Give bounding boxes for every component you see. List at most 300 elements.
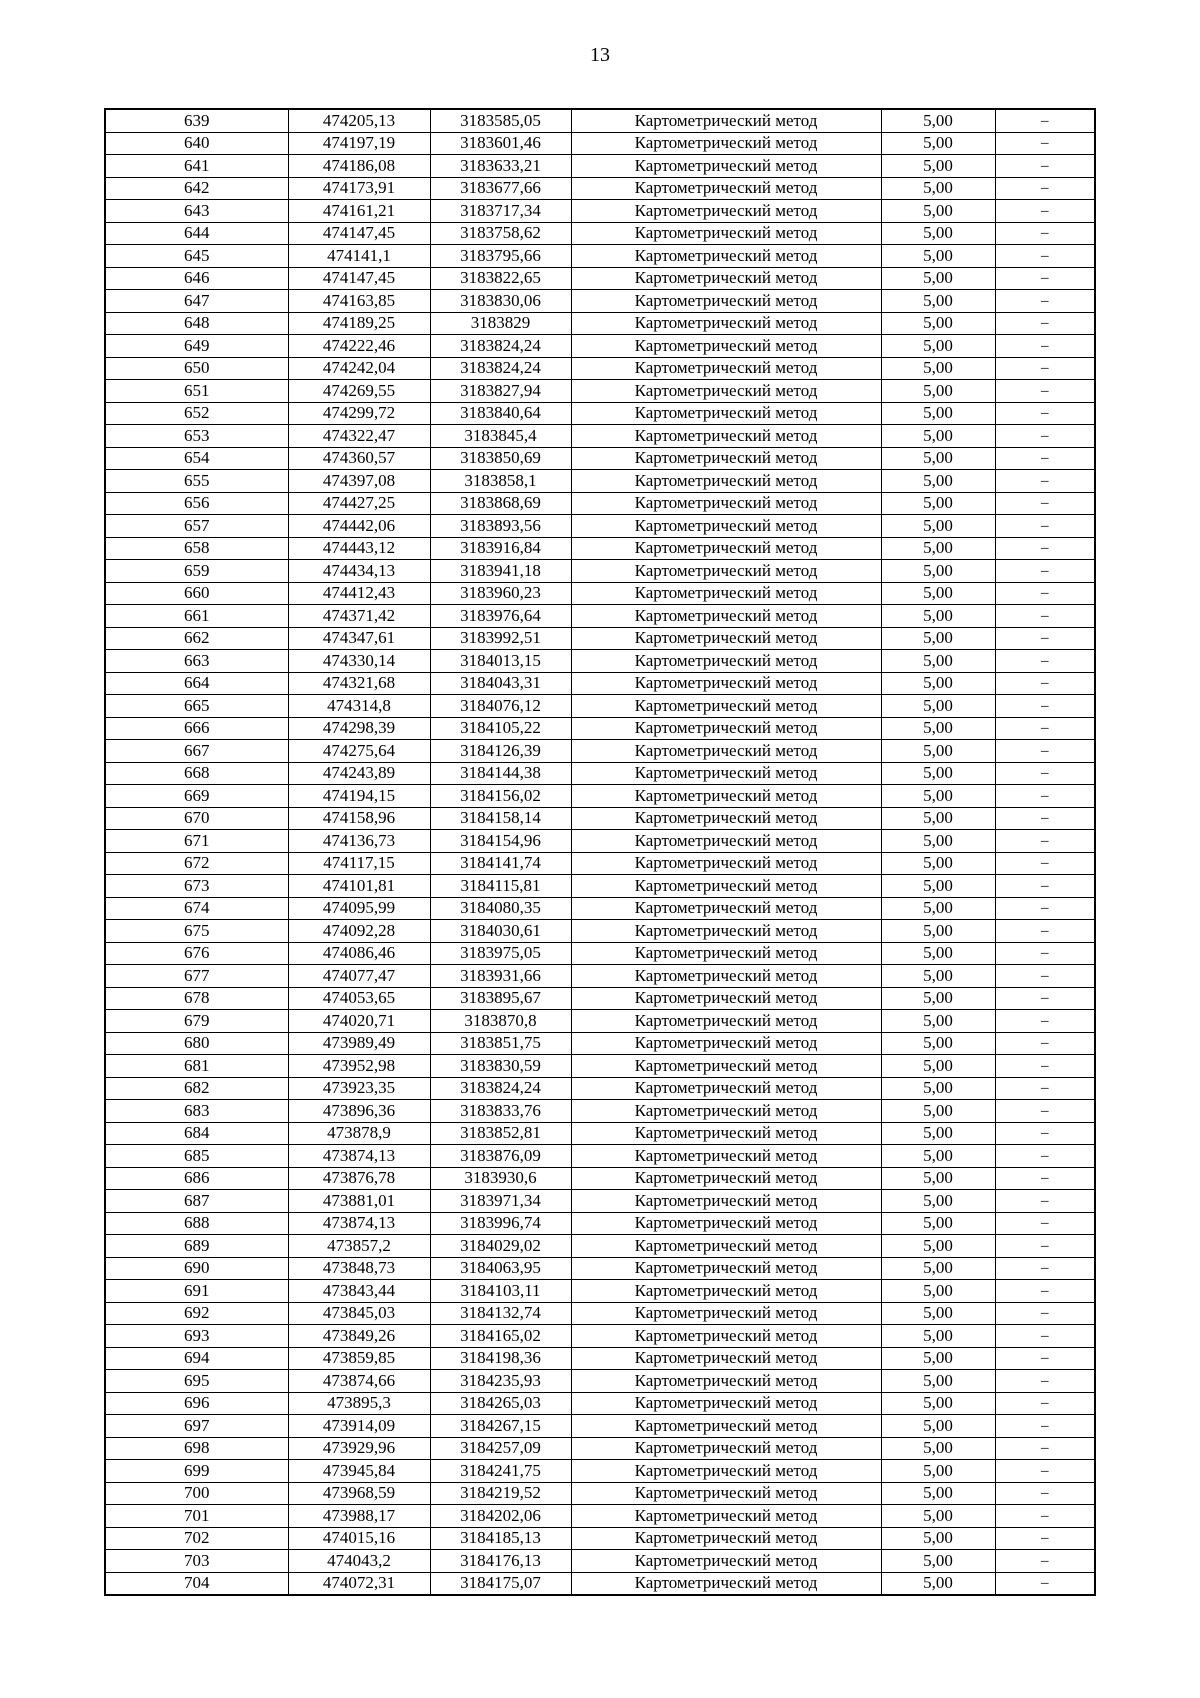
point-number-cell: 695 [105,1370,288,1393]
x-coordinate-cell: 474020,71 [288,1010,430,1033]
x-coordinate-cell: 474427,25 [288,492,430,515]
point-number-cell: 667 [105,740,288,763]
point-number-cell: 703 [105,1550,288,1573]
table-row [105,402,1095,425]
method-cell: Картометрический метод [571,1437,881,1460]
precision-cell: 5,00 [881,335,995,358]
method-cell: Картометрический метод [571,380,881,403]
point-number-cell: 657 [105,515,288,538]
x-coordinate-cell: 474330,14 [288,650,430,673]
x-coordinate-cell: 474412,43 [288,582,430,605]
description-cell: – [995,222,1095,245]
table-row [105,1212,1095,1235]
description-cell: – [995,357,1095,380]
description-cell: – [995,1167,1095,1190]
method-cell: Картометрический метод [571,627,881,650]
table-row [105,335,1095,358]
point-number-cell: 679 [105,1010,288,1033]
point-number-cell: 649 [105,335,288,358]
x-coordinate-cell: 473874,13 [288,1145,430,1168]
precision-cell: 5,00 [881,312,995,335]
point-number-cell: 646 [105,267,288,290]
y-coordinate-cell: 3183893,56 [430,515,571,538]
point-number-cell: 674 [105,897,288,920]
x-coordinate-cell: 474397,08 [288,470,430,493]
x-coordinate-cell: 474053,65 [288,987,430,1010]
point-number-cell: 700 [105,1482,288,1505]
method-cell: Картометрический метод [571,1122,881,1145]
description-cell: – [995,492,1095,515]
point-number-cell: 658 [105,537,288,560]
page-number: 13 [590,44,610,66]
precision-cell: 5,00 [881,492,995,515]
precision-cell: 5,00 [881,897,995,920]
point-number-cell: 697 [105,1415,288,1438]
y-coordinate-cell: 3184103,11 [430,1280,571,1303]
description-cell: – [995,1550,1095,1573]
method-cell: Картометрический метод [571,695,881,718]
method-cell: Картометрический метод [571,852,881,875]
y-coordinate-cell: 3184235,93 [430,1370,571,1393]
x-coordinate-cell: 474189,25 [288,312,430,335]
x-coordinate-cell: 474269,55 [288,380,430,403]
table-row [105,1550,1095,1573]
y-coordinate-cell: 3183975,05 [430,942,571,965]
precision-cell: 5,00 [881,1527,995,1550]
x-coordinate-cell: 474186,08 [288,155,430,178]
description-cell: – [995,830,1095,853]
x-coordinate-cell: 473843,44 [288,1280,430,1303]
table-row [105,582,1095,605]
method-cell: Картометрический метод [571,1415,881,1438]
description-cell: – [995,920,1095,943]
description-cell: – [995,852,1095,875]
description-cell: – [995,965,1095,988]
y-coordinate-cell: 3183795,66 [430,245,571,268]
table-row [105,177,1095,200]
method-cell: Картометрический метод [571,897,881,920]
method-cell: Картометрический метод [571,200,881,223]
y-coordinate-cell: 3183858,1 [430,470,571,493]
x-coordinate-cell: 473857,2 [288,1235,430,1258]
y-coordinate-cell: 3184165,02 [430,1325,571,1348]
table-row [105,267,1095,290]
y-coordinate-cell: 3184144,38 [430,762,571,785]
table-row [105,200,1095,223]
precision-cell: 5,00 [881,1550,995,1573]
y-coordinate-cell: 3184176,13 [430,1550,571,1573]
point-number-cell: 688 [105,1212,288,1235]
y-coordinate-cell: 3184156,02 [430,785,571,808]
table-row [105,1527,1095,1550]
point-number-cell: 704 [105,1572,288,1595]
description-cell: – [995,942,1095,965]
y-coordinate-cell: 3183758,62 [430,222,571,245]
description-cell: – [995,1482,1095,1505]
y-coordinate-cell: 3184219,52 [430,1482,571,1505]
method-cell: Картометрический метод [571,222,881,245]
table-row [105,1122,1095,1145]
method-cell: Картометрический метод [571,515,881,538]
precision-cell: 5,00 [881,1122,995,1145]
x-coordinate-cell: 473876,78 [288,1167,430,1190]
table-row [105,109,1095,132]
precision-cell: 5,00 [881,1280,995,1303]
method-cell: Картометрический метод [571,492,881,515]
x-coordinate-cell: 474443,12 [288,537,430,560]
precision-cell: 5,00 [881,402,995,425]
precision-cell: 5,00 [881,1460,995,1483]
x-coordinate-cell: 473874,66 [288,1370,430,1393]
y-coordinate-cell: 3183851,75 [430,1032,571,1055]
point-number-cell: 641 [105,155,288,178]
precision-cell: 5,00 [881,627,995,650]
precision-cell: 5,00 [881,222,995,245]
y-coordinate-cell: 3184076,12 [430,695,571,718]
method-cell: Картометрический метод [571,650,881,673]
table-row [105,1370,1095,1393]
x-coordinate-cell: 474243,89 [288,762,430,785]
x-coordinate-cell: 473859,85 [288,1347,430,1370]
table-row [105,357,1095,380]
table-row [105,155,1095,178]
table-row [105,515,1095,538]
y-coordinate-cell: 3184202,06 [430,1505,571,1528]
point-number-cell: 692 [105,1302,288,1325]
method-cell: Картометрический метод [571,785,881,808]
precision-cell: 5,00 [881,1505,995,1528]
description-cell: – [995,109,1095,132]
table-row [105,762,1095,785]
precision-cell: 5,00 [881,1392,995,1415]
precision-cell: 5,00 [881,267,995,290]
point-number-cell: 666 [105,717,288,740]
description-cell: – [995,1415,1095,1438]
method-cell: Картометрический метод [571,1392,881,1415]
method-cell: Картометрический метод [571,1077,881,1100]
point-number-cell: 671 [105,830,288,853]
x-coordinate-cell: 474141,1 [288,245,430,268]
y-coordinate-cell: 3183845,4 [430,425,571,448]
description-cell: – [995,1572,1095,1595]
y-coordinate-cell: 3183717,34 [430,200,571,223]
x-coordinate-cell: 474298,39 [288,717,430,740]
method-cell: Картометрический метод [571,470,881,493]
method-cell: Картометрический метод [571,875,881,898]
x-coordinate-cell: 474222,46 [288,335,430,358]
method-cell: Картометрический метод [571,1347,881,1370]
x-coordinate-cell: 474043,2 [288,1550,430,1573]
y-coordinate-cell: 3184241,75 [430,1460,571,1483]
description-cell: – [995,155,1095,178]
precision-cell: 5,00 [881,605,995,628]
y-coordinate-cell: 3184265,03 [430,1392,571,1415]
precision-cell: 5,00 [881,650,995,673]
method-cell: Картометрический метод [571,1527,881,1550]
table-row [105,852,1095,875]
x-coordinate-cell: 474347,61 [288,627,430,650]
precision-cell: 5,00 [881,942,995,965]
y-coordinate-cell: 3183916,84 [430,537,571,560]
point-number-cell: 669 [105,785,288,808]
x-coordinate-cell: 473848,73 [288,1257,430,1280]
point-number-cell: 693 [105,1325,288,1348]
y-coordinate-cell: 3184043,31 [430,672,571,695]
precision-cell: 5,00 [881,1325,995,1348]
y-coordinate-cell: 3184013,15 [430,650,571,673]
description-cell: – [995,672,1095,695]
precision-cell: 5,00 [881,357,995,380]
y-coordinate-cell: 3183824,24 [430,357,571,380]
point-number-cell: 682 [105,1077,288,1100]
x-coordinate-cell: 474163,85 [288,290,430,313]
point-number-cell: 655 [105,470,288,493]
y-coordinate-cell: 3183824,24 [430,1077,571,1100]
y-coordinate-cell: 3183895,67 [430,987,571,1010]
point-number-cell: 683 [105,1100,288,1123]
description-cell: – [995,1302,1095,1325]
point-number-cell: 696 [105,1392,288,1415]
precision-cell: 5,00 [881,807,995,830]
method-cell: Картометрический метод [571,582,881,605]
x-coordinate-cell: 474095,99 [288,897,430,920]
precision-cell: 5,00 [881,1415,995,1438]
method-cell: Картометрический метод [571,1145,881,1168]
table-row [105,1347,1095,1370]
table-row [105,470,1095,493]
precision-cell: 5,00 [881,245,995,268]
description-cell: – [995,897,1095,920]
table-row [105,492,1095,515]
point-number-cell: 668 [105,762,288,785]
x-coordinate-cell: 474117,15 [288,852,430,875]
y-coordinate-cell: 3183868,69 [430,492,571,515]
x-coordinate-cell: 473968,59 [288,1482,430,1505]
point-number-cell: 677 [105,965,288,988]
x-coordinate-cell: 474173,91 [288,177,430,200]
description-cell: – [995,1392,1095,1415]
x-coordinate-cell: 473914,09 [288,1415,430,1438]
table-row [105,290,1095,313]
point-number-cell: 648 [105,312,288,335]
description-cell: – [995,380,1095,403]
y-coordinate-cell: 3183830,06 [430,290,571,313]
description-cell: – [995,762,1095,785]
y-coordinate-cell: 3184115,81 [430,875,571,898]
description-cell: – [995,1280,1095,1303]
point-number-cell: 699 [105,1460,288,1483]
y-coordinate-cell: 3184175,07 [430,1572,571,1595]
method-cell: Картометрический метод [571,537,881,560]
y-coordinate-cell: 3183677,66 [430,177,571,200]
description-cell: – [995,245,1095,268]
coordinates-table-body [105,109,1095,1595]
x-coordinate-cell: 474242,04 [288,357,430,380]
y-coordinate-cell: 3183996,74 [430,1212,571,1235]
description-cell: – [995,1100,1095,1123]
x-coordinate-cell: 473923,35 [288,1077,430,1100]
method-cell: Картометрический метод [571,605,881,628]
table-row [105,830,1095,853]
x-coordinate-cell: 474101,81 [288,875,430,898]
x-coordinate-cell: 474194,15 [288,785,430,808]
x-coordinate-cell: 474360,57 [288,447,430,470]
description-cell: – [995,447,1095,470]
y-coordinate-cell: 3184257,09 [430,1437,571,1460]
table-row [105,1392,1095,1415]
y-coordinate-cell: 3183840,64 [430,402,571,425]
precision-cell: 5,00 [881,920,995,943]
table-row [105,650,1095,673]
description-cell: – [995,1077,1095,1100]
x-coordinate-cell: 474147,45 [288,222,430,245]
x-coordinate-cell: 473878,9 [288,1122,430,1145]
precision-cell: 5,00 [881,830,995,853]
y-coordinate-cell: 3183960,23 [430,582,571,605]
point-number-cell: 643 [105,200,288,223]
method-cell: Картометрический метод [571,965,881,988]
table-row [105,1415,1095,1438]
description-cell: – [995,267,1095,290]
table-row [105,1077,1095,1100]
point-number-cell: 662 [105,627,288,650]
method-cell: Картометрический метод [571,1235,881,1258]
table-row [105,695,1095,718]
table-row [105,1572,1095,1595]
y-coordinate-cell: 3184029,02 [430,1235,571,1258]
description-cell: – [995,335,1095,358]
method-cell: Картометрический метод [571,1167,881,1190]
precision-cell: 5,00 [881,1032,995,1055]
description-cell: – [995,1235,1095,1258]
description-cell: – [995,537,1095,560]
point-number-cell: 676 [105,942,288,965]
y-coordinate-cell: 3184158,14 [430,807,571,830]
table-row [105,245,1095,268]
precision-cell: 5,00 [881,1235,995,1258]
x-coordinate-cell: 474314,8 [288,695,430,718]
precision-cell: 5,00 [881,1302,995,1325]
point-number-cell: 640 [105,132,288,155]
method-cell: Картометрический метод [571,155,881,178]
precision-cell: 5,00 [881,1190,995,1213]
x-coordinate-cell: 474321,68 [288,672,430,695]
point-number-cell: 691 [105,1280,288,1303]
y-coordinate-cell: 3184030,61 [430,920,571,943]
precision-cell: 5,00 [881,762,995,785]
description-cell: – [995,515,1095,538]
table-row [105,875,1095,898]
precision-cell: 5,00 [881,1167,995,1190]
precision-cell: 5,00 [881,1437,995,1460]
y-coordinate-cell: 3183992,51 [430,627,571,650]
table-row [105,785,1095,808]
method-cell: Картометрический метод [571,560,881,583]
precision-cell: 5,00 [881,965,995,988]
table-row [105,1235,1095,1258]
y-coordinate-cell: 3184080,35 [430,897,571,920]
description-cell: – [995,740,1095,763]
description-cell: – [995,560,1095,583]
x-coordinate-cell: 473896,36 [288,1100,430,1123]
table-row [105,1257,1095,1280]
point-number-cell: 645 [105,245,288,268]
y-coordinate-cell: 3183601,46 [430,132,571,155]
x-coordinate-cell: 473945,84 [288,1460,430,1483]
point-number-cell: 675 [105,920,288,943]
table-row [105,1505,1095,1528]
precision-cell: 5,00 [881,1077,995,1100]
point-number-cell: 684 [105,1122,288,1145]
description-cell: – [995,627,1095,650]
table-row [105,1190,1095,1213]
description-cell: – [995,1122,1095,1145]
precision-cell: 5,00 [881,852,995,875]
table-row [105,425,1095,448]
x-coordinate-cell: 473989,49 [288,1032,430,1055]
x-coordinate-cell: 474147,45 [288,267,430,290]
point-number-cell: 651 [105,380,288,403]
point-number-cell: 678 [105,987,288,1010]
description-cell: – [995,1505,1095,1528]
point-number-cell: 663 [105,650,288,673]
point-number-cell: 659 [105,560,288,583]
x-coordinate-cell: 474086,46 [288,942,430,965]
point-number-cell: 642 [105,177,288,200]
point-number-cell: 639 [105,109,288,132]
method-cell: Картометрический метод [571,357,881,380]
point-number-cell: 701 [105,1505,288,1528]
table-row [105,1482,1095,1505]
table-row [105,740,1095,763]
y-coordinate-cell: 3183971,34 [430,1190,571,1213]
description-cell: – [995,1257,1095,1280]
description-cell: – [995,605,1095,628]
point-number-cell: 670 [105,807,288,830]
x-coordinate-cell: 474299,72 [288,402,430,425]
precision-cell: 5,00 [881,155,995,178]
description-cell: – [995,200,1095,223]
method-cell: Картометрический метод [571,1010,881,1033]
precision-cell: 5,00 [881,177,995,200]
x-coordinate-cell: 474015,16 [288,1527,430,1550]
y-coordinate-cell: 3183941,18 [430,560,571,583]
precision-cell: 5,00 [881,1145,995,1168]
precision-cell: 5,00 [881,1370,995,1393]
point-number-cell: 660 [105,582,288,605]
table-row [105,987,1095,1010]
description-cell: – [995,290,1095,313]
description-cell: – [995,1032,1095,1055]
point-number-cell: 644 [105,222,288,245]
precision-cell: 5,00 [881,582,995,605]
method-cell: Картометрический метод [571,762,881,785]
x-coordinate-cell: 474161,21 [288,200,430,223]
description-cell: – [995,1437,1095,1460]
x-coordinate-cell: 474197,19 [288,132,430,155]
x-coordinate-cell: 474136,73 [288,830,430,853]
precision-cell: 5,00 [881,200,995,223]
table-row [105,380,1095,403]
description-cell: – [995,1527,1095,1550]
method-cell: Картометрический метод [571,335,881,358]
description-cell: – [995,1347,1095,1370]
point-number-cell: 647 [105,290,288,313]
description-cell: – [995,1460,1095,1483]
precision-cell: 5,00 [881,1347,995,1370]
precision-cell: 5,00 [881,695,995,718]
x-coordinate-cell: 473988,17 [288,1505,430,1528]
